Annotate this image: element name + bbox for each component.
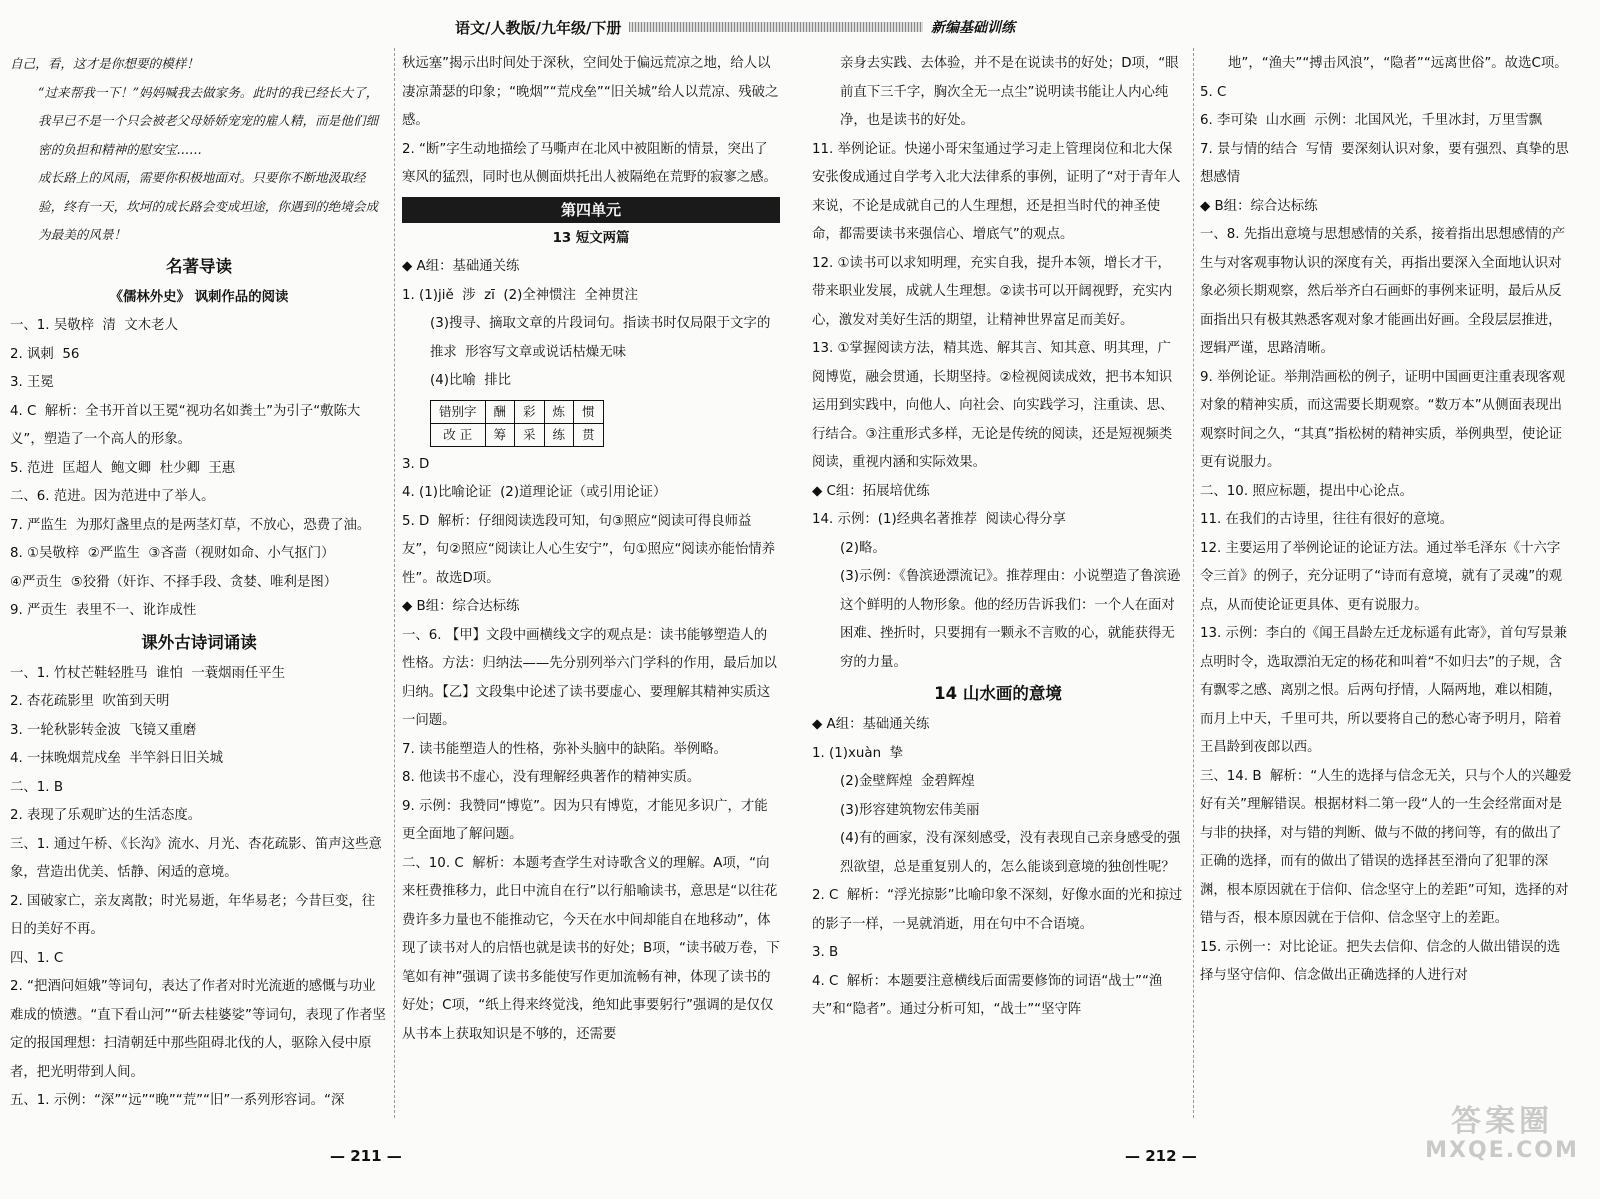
answer-line: 2. 讽刺 56	[10, 346, 80, 362]
answer-line: 一、8. 先指出意境与思想感情的关系，接着指出思想感情的产生与对客观事物认识的深度有关，再指出要深入全面地认识对象必须长期观察，然后举齐白石画虾的事例来证明，最后从反面指出只有极其熟悉客观对象才能画出好画。全段层层推进，逻辑严谨，思路清晰。	[1200, 227, 1566, 356]
header-decorative-bar	[629, 22, 923, 32]
answer-line: 11. 在我们的古诗里，往往有很好的意境。	[1200, 512, 1454, 527]
header-series-name: 新编基础训练	[931, 20, 1015, 36]
answer-line: 亲身去实践、去体验，并不是在说读书的好处；D项，“眼前直下三千字，胸次全无一点尘”说明读书能让人内心纯净，也是读书的好处。	[840, 56, 1179, 128]
group-heading: ◆ B组：综合达标练	[1200, 198, 1318, 214]
group-heading: ◆ A组：基础通关练	[402, 259, 520, 274]
essay-paragraph: “过来帮我一下！”妈妈喊我去做家务。此时的我已经长大了，我早已不是一个只会被老父母娇娇宠宠的雇人精，而是他们细密的负担和精神的慰安宝……	[38, 84, 379, 157]
answer-line: (2)略。	[840, 540, 886, 556]
answer-line: 7. 严监生 为那灯盏里点的是两茎灯草，不放心，恐费了油。	[10, 517, 371, 533]
table-cell: 炼	[544, 400, 574, 423]
site-watermark	[1422, 1105, 1582, 1169]
answer-line: 11. 举例论证。快递小哥宋玺通过学习走上管理岗位和北大保安张俊成通过自学考入北大法律系的事例，证明了“对于青年人来说，不论是成就自己的人生理想，还是担当时代的神圣使命，都需要读书来强信心、增底气”的观点。	[812, 141, 1181, 242]
page-number-left: — 211 —	[330, 1147, 402, 1165]
typo-correction-table	[430, 400, 604, 447]
answer-line: 4. C 解析：全书开首以王冕“视功名如粪土”为引子“敷陈大义”，塑造了一个高人的形象。	[10, 403, 361, 447]
group-heading: ◆ B组：综合达标练	[402, 599, 520, 614]
answer-line: 秋远塞”揭示出时间处于深秋，空间处于偏远荒凉之地，给人以凄凉萧瑟的印象；“晚烟”“荒戍垒”“旧关城”给人以荒凉、残破之感。	[402, 56, 779, 128]
table-cell: 贯	[574, 423, 604, 446]
answer-line: 3. B	[812, 945, 839, 960]
answer-line: 2. C 解析：“浮光掠影”比喻印象不深刻，好像水面的光和掠过的影子一样，一晃就消逝，用在句中不合语境。	[812, 888, 1183, 932]
answer-line: 一、1. 竹杖芒鞋轻胜马 谁怕 一蓑烟雨任平生	[10, 665, 286, 681]
table-cell: 练	[544, 423, 574, 446]
section-title: 课外古诗词诵读	[141, 632, 257, 652]
section-title: 名著导读	[166, 256, 232, 276]
answer-line: 13. 示例：李白的《闻王昌龄左迁龙标遥有此寄》，首句写景兼点明时令，选取漂泊无定的杨花和叫着“不如归去”的子规，含有飘零之感、离别之恨。后两句抒情，人隔两地，难以相随，而月上中天，千里可共，所以要将自己的愁心寄予明月，陪着王昌龄到夜郎以西。	[1200, 626, 1568, 755]
answer-line: 4. C 解析：本题要注意横线后面需要修饰的词语“战士”“渔夫”和“隐者”。通过分析可知，“战士”“坚守阵	[812, 973, 1163, 1017]
answer-line: 8. 他读书不虚心，没有理解经典著作的精神实质。	[402, 770, 701, 785]
watermark-logo-text: 答案圈	[1451, 1104, 1553, 1139]
answer-line: 9. 举例论证。举荆浩画松的例子，证明中国画更注重表现客观对象的精神实质，而这需要长期观察。“数万本”从侧面表现出观察时间之久，“其真”指松树的精神实质，举例典型，使论证更有说服力。	[1200, 369, 1566, 470]
table-header-cell: 改 正	[431, 423, 486, 446]
group-heading: ◆ C组：拓展培优练	[812, 483, 930, 499]
answer-line: 6. 李可染 山水画 示例：北国风光，千里冰封，万里雪飘	[1200, 113, 1543, 128]
column-2	[402, 50, 780, 1130]
answer-line: 三、1. 通过午桥、《长沟》流水、月光、杏花疏影、笛声这些意象，营造出优美、恬静、闲适的意境。	[10, 836, 382, 880]
answer-line: 二、1. B	[10, 779, 64, 795]
column-4	[1200, 50, 1572, 1130]
lesson-title: 14 山水画的意境	[934, 684, 1062, 703]
answer-line: 三、14. B 解析：“人生的选择与信念无关，只与个人的兴趣爱好有关”理解错误。根据材料二第一段“人的一生会经常面对是与非的抉择，对与错的判断、做与不做的拷问等，有的做出了正确的选择，而有的做出了错误的选择甚至滑向了犯罪的深渊，根本原因就在于信仰、信念坚守上的差距”可知，选择的对错与否，根本原因就在于信仰、信念坚守上的差距。	[1200, 768, 1572, 926]
answer-line: 四、1. C	[10, 950, 64, 966]
column-divider	[394, 48, 396, 1118]
answer-line: 13. ①掌握阅读方法，精其选、解其言、知其意、明其理，广阅博览，融会贯通，长期坚持。②检视阅读成效，把书本知识运用到实践中，向他人、向社会、向实践学习，注重读、思、行结合。③注重形式多样，无论是传统的阅读，还是短视频类阅读，重视内涵和实际效果。	[812, 341, 1174, 470]
answer-line: 2. 国破家亡，亲友离散；时光易逝，年华易老；今昔巨变，往日的美好不再。	[10, 893, 376, 937]
answer-line: ④严贡生 ⑤狡猾（奸诈、不择手段、贪婪、唯利是图）	[10, 574, 338, 590]
answer-line: 14. 示例：(1)经典名著推荐 阅读心得分享	[812, 512, 1066, 527]
group-heading: ◆ A组：基础通关练	[812, 717, 930, 732]
answer-line: 7. 读书能塑造人的性格，弥补头脑中的缺陷。举例略。	[402, 741, 728, 757]
column-3	[812, 50, 1184, 1130]
answer-line: 1. (1)xuàn 挚	[812, 745, 904, 761]
answer-line: 8. ①吴敬梓 ②严监生 ③吝啬（视财如命、小气抠门）	[10, 546, 335, 561]
answer-line: 二、10. 照应标题，提出中心论点。	[1200, 483, 1414, 499]
answer-line: 1. (1)jiě 涉 zī (2)全神惯注 全神贯注	[402, 287, 638, 303]
answer-line: (4)比喻 排比	[430, 373, 512, 388]
answer-line: 5. C	[1200, 84, 1227, 100]
page-number-right: — 212 —	[1125, 1147, 1197, 1165]
essay-paragraph: 自己，看，这才是你想要的模样！	[10, 56, 199, 71]
answer-line: 一、1. 吴敬梓 清 文木老人	[10, 318, 178, 333]
answer-line: 2. 表现了乐观旷达的生活态度。	[10, 808, 202, 823]
answer-line: 2. “把酒问姮娥”等词句，表达了作者对时光流逝的感慨与功业难成的愤懑。“直下看山河”“斫去桂婆娑”等词句，表现了作者坚定的报国理想：扫清朝廷中那些阻碍北伐的人，驱除入侵中原者，把光明带到人间。	[10, 979, 386, 1080]
answer-line: 12. 主要运用了举例论证的论证方法。通过举毛泽东《十六字令三首》的例子，充分证明了“诗而有意境，就有了灵魂”的观点，从而使论证更具体、更有说服力。	[1200, 540, 1563, 613]
answer-line: 12. ①读书可以求知明理，充实自我，提升本领，增长才干，带来职业发展，成就人生理想。②读书可以开阔视野，充实内心，激发对美好生活的期望，让精神世界富足而美好。	[812, 255, 1173, 328]
answer-line: 3. 王冕	[10, 375, 54, 390]
answer-line: 地”，“渔夫”“搏击风浪”，“隐者”“远离世俗”。故选C项。	[1228, 56, 1568, 71]
column-1	[10, 50, 388, 1130]
answer-line: (3)搜寻、摘取文章的片段词句。指读书时仅局限于文字的推求 形容写文章或说话枯燥无味	[430, 316, 771, 360]
answer-line: (3)形容建筑物宏伟美丽	[840, 802, 980, 818]
lesson-title: 13 短文两篇	[552, 230, 630, 246]
unit-banner: 第四单元	[402, 197, 780, 223]
answer-line: 7. 景与情的结合 写情 要深刻认识对象，要有强烈、真挚的思想感情	[1200, 141, 1569, 185]
table-cell: 采	[515, 423, 545, 446]
answer-line: 4. (1)比喻论证 (2)道理论证（或引用论证）	[402, 485, 667, 500]
answer-line: 9. 严贡生 表里不一、讹诈成性	[10, 603, 197, 618]
header-book-info: 语文/人教版/九年级/下册	[455, 18, 622, 37]
essay-paragraph: 成长路上的风雨，需要你积极地面对。只要你不断地汲取经验，终有一天，坎坷的成长路会变成坦途，你遇到的绝境会成为最美的风景！	[38, 170, 379, 242]
table-header-cell: 错别字	[431, 400, 486, 423]
answer-line: 3. D	[402, 456, 430, 472]
answer-line: 一、6. 【甲】文段中画横线文字的观点是：读书能够塑造人的性格。方法：归纳法——先分别列举六门学科的作用，最后加以归纳。【乙】文段集中论述了读书要虚心、要理解其精神实质这一问题。	[402, 627, 777, 728]
answer-line: 二、10. C 解析：本题考查学生对诗歌含义的理解。A项，“向来枉费推移力，此日中流自在行”以行船喻读书，意思是“以往花费许多力量也不能推动它，今天在水中间却能自在地移动”，体现了读书对人的启悟也就是读书的好处；B项，“读书破万卷，下笔如有神”强调了读书多能使写作更加流畅有神，体现了读书的好处；C项，“纸上得来终觉浅，绝知此事要躬行”强调的是仅仅从书本上获取知识是不够的，还需要	[402, 855, 780, 1042]
table-cell: 彩	[515, 400, 545, 423]
answer-line: 5. D 解析：仔细阅读选段可知，句③照应“阅读可得良师益友”，句②照应“阅读让人心生安宁”，句①照应“阅读亦能怡情养性”。故选D项。	[402, 513, 776, 586]
answer-line: 9. 示例：我赞同“博览”。因为只有博览，才能见多识广，才能更全面地了解问题。	[402, 798, 768, 842]
answer-line: 2. “断”字生动地描绘了马嘶声在北风中被阻断的情景，突出了寒风的猛烈，同时也从侧面烘托出人被隔绝在荒野的寂寥之感。	[402, 141, 777, 185]
answer-line: 3. 一轮秋影转金波 飞镜又重磨	[10, 722, 197, 738]
page-header	[455, 14, 1015, 40]
answer-line: 二、6. 范进。因为范进中了举人。	[10, 489, 215, 504]
answer-line: 15. 示例一：对比论证。把失去信仰、信念的人做出错误的选择与坚守信仰、信念做出正确选择的人进行对	[1200, 939, 1561, 983]
table-cell: 惯	[574, 400, 604, 423]
watermark-url-text: MXQE.COM	[1425, 1138, 1579, 1163]
answer-line: (3)示例：《鲁滨逊漂流记》。推荐理由：小说塑造了鲁滨逊这个鲜明的人物形象。他的经历告诉我们：一个人在面对困难、挫折时，只要拥有一颗永不言败的心，就能获得无穷的力量。	[840, 569, 1181, 670]
table-cell: 筹	[485, 423, 515, 446]
answer-line: 4. 一抹晚烟荒戍垒 半竿斜日旧关城	[10, 751, 224, 766]
answer-line: 5. 范进 匡超人 鲍文卿 杜少卿 王惠	[10, 460, 236, 476]
answer-line: 五、1. 示例：“深”“远”“晚”“荒”“旧”一系列形容词。“深	[10, 1093, 345, 1108]
answer-line: (4)有的画家，没有深刻感受，没有表现自己亲身感受的强烈欲望，总是重复别人的，怎么能谈到意境的独创性呢？	[840, 831, 1181, 875]
table-cell: 酬	[485, 400, 515, 423]
column-divider	[1193, 48, 1195, 1118]
section-subtitle: 《儒林外史》 讽刺作品的阅读	[109, 289, 289, 305]
answer-line: 2. 杏花疏影里 吹笛到天明	[10, 694, 170, 709]
answer-line: (2)金壁辉煌 金碧辉煌	[840, 774, 975, 789]
